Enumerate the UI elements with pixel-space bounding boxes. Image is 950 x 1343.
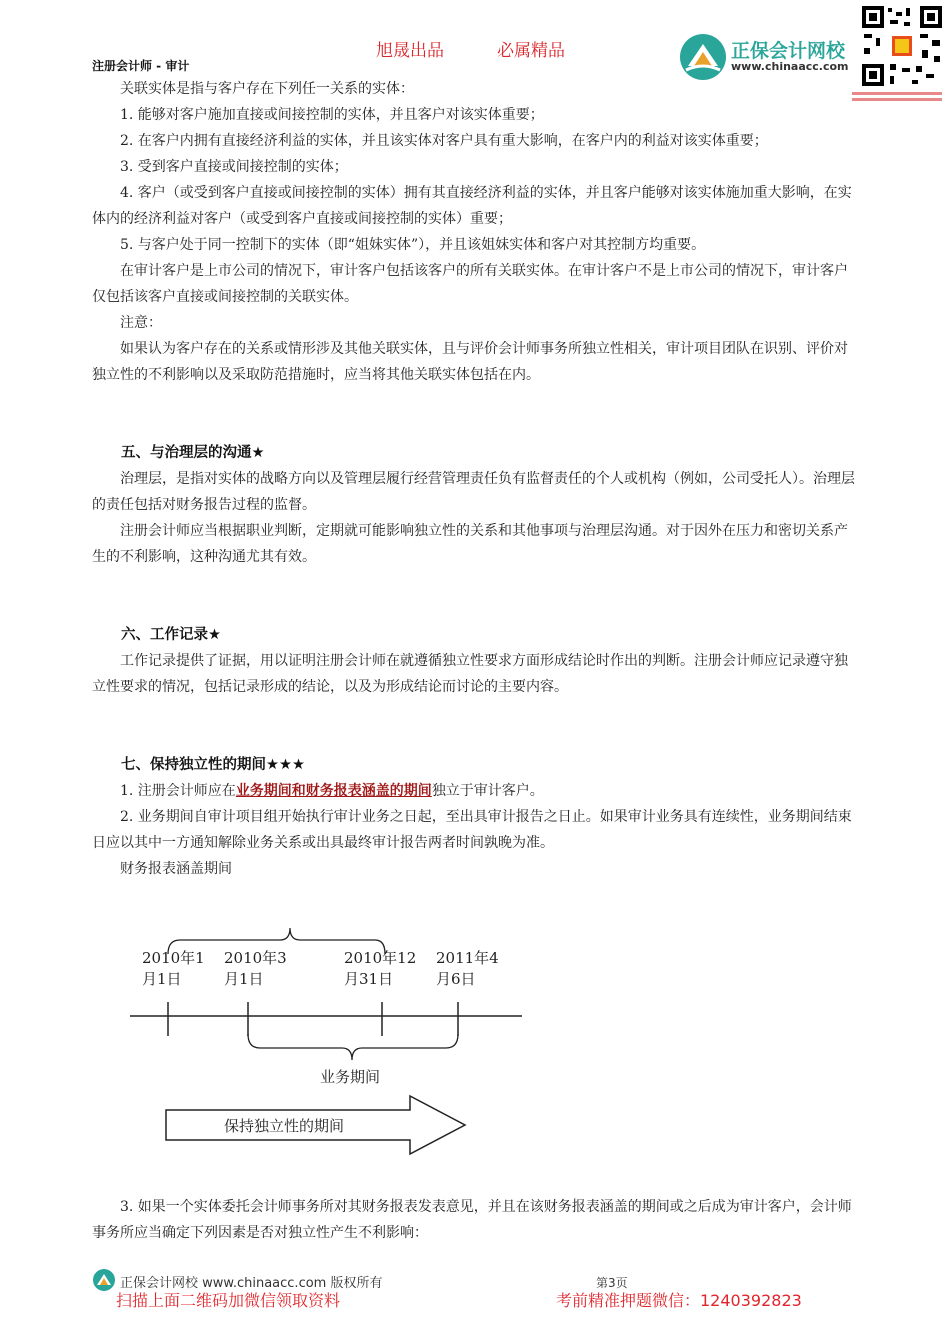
- chinaacc-logo-icon: [678, 32, 728, 82]
- banner-left: 旭晟出品: [376, 41, 444, 61]
- independence-period-label: 保持独立性的期间: [224, 1117, 345, 1135]
- banner-right: 必属精品: [497, 41, 565, 61]
- section-7-item-1-highlight: 业务期间和财务报表涵盖的期间: [235, 783, 432, 799]
- date-label-1-line2: 月1日: [142, 970, 182, 988]
- page-body: [92, 76, 856, 882]
- listed-client-paragraph: 在审计客户是上市公司的情况下，审计客户包括该客户的所有关联实体。在审计客户不是上市公司的情况下，审计客户仅包括该客户直接或间接控制的关联实体。: [92, 263, 848, 305]
- footer-wechat-resources: 扫描上面二维码加微信领取资料: [116, 1291, 341, 1310]
- section-5-paragraph-1: 治理层，是指对实体的战略方向以及管理层履行经营管理责任负有监督责任的个人或机构（例如，公司受托人）。治理层的责任包括对财务报告过程的监督。: [92, 471, 855, 513]
- section-7-item-1-post: 独立于审计客户。: [431, 783, 544, 799]
- logo-url: www.chinaacc.com: [731, 60, 849, 73]
- logo-name: 正保会计网校: [731, 40, 846, 62]
- footer-wechat-contact: 考前精准押题微信：1240392823: [556, 1291, 802, 1310]
- related-entity-item-2: 2. 在客户内拥有直接经济利益的实体，并且该实体对客户具有重大影响，在客户内的利益对该实体重要；: [120, 133, 768, 149]
- date-label-2-line1: 2010年3: [224, 949, 287, 967]
- section-6-paragraph-1: 工作记录提供了证据，用以证明注册会计师在就遵循独立性要求方面形成结论时作出的判断。注册会计师应记录遵守独立性要求的情况，包括记录形成的结论，以及为形成结论而讨论的主要内容。: [92, 653, 848, 695]
- section-6-title: 六、工作记录★: [121, 627, 221, 643]
- business-period-label: 业务期间: [320, 1068, 381, 1086]
- date-label-1-line1: 2010年1: [142, 949, 205, 967]
- section-7-item-1: [92, 778, 856, 804]
- note-label: 注意：: [120, 315, 162, 331]
- note-text: 如果认为客户存在的关系或情形涉及其他关联实体，且与评价会计师事务所独立性相关，审计项目团队在识别、评价对独立性的不利影响以及采取防范措施时，应当将其他关联实体包括在内。: [92, 341, 848, 383]
- footer-logo-icon: [92, 1268, 116, 1292]
- date-label-4-line2: 月6日: [436, 970, 476, 988]
- section-7-item-1-pre: 1. 注册会计师应在: [120, 783, 236, 799]
- qr-caption-decoration: [852, 90, 944, 102]
- intro-text: 关联实体是指与客户存在下列任一关系的实体：: [120, 81, 414, 97]
- related-entity-item-1: 1. 能够对客户施加直接或间接控制的实体，并且客户对该实体重要；: [120, 107, 544, 123]
- footer-page-number: 第3页: [596, 1276, 628, 1290]
- date-label-2-line2: 月1日: [224, 970, 264, 988]
- doc-title: 注册会计师 - 审计: [92, 59, 190, 73]
- date-label-3-line1: 2010年12: [344, 949, 417, 967]
- qr-code-icon: [860, 4, 944, 88]
- related-entity-item-4: 4. 客户（或受到客户直接或间接控制的实体）拥有其直接经济利益的实体，并且客户能够对该实体施加重大影响，在实体内的经济利益对客户（或受到客户直接或间接控制的实体）重要；: [92, 185, 852, 227]
- business-period-brace: [248, 1034, 458, 1060]
- related-entity-item-3: 3. 受到客户直接或间接控制的实体；: [120, 159, 348, 175]
- independence-timeline-diagram: [120, 910, 540, 1160]
- date-label-4-line1: 2011年4: [436, 949, 499, 967]
- section-7-item-2: 2. 业务期间自审计项目组开始执行审计业务之日起，至出具审计报告之日止。如果审计业务具有连续性，业务期间结束日应以其中一方通知解除业务关系或出具最终审计报告两者时间孰晚为准。: [92, 809, 852, 851]
- date-label-3-line2: 月31日: [344, 970, 394, 988]
- section-7-item-3: 3. 如果一个实体委托会计师事务所对其财务报表发表意见，并且在该财务报表涵盖的期间或之后成为审计客户，会计师事务所应当确定下列因素是否对独立性产生不利影响：: [92, 1199, 852, 1241]
- section-5-paragraph-2: 注册会计师应当根据职业判断，定期就可能影响独立性的关系和其他事项与治理层沟通。对于因外在压力和密切关系产生的不利影响，这种沟通尤其有效。: [92, 523, 848, 565]
- cover-period-label: 财务报表涵盖期间: [120, 861, 232, 877]
- section-7-item-3-block: [92, 1194, 856, 1246]
- section-7-title: 七、保持独立性的期间★★★: [121, 757, 305, 773]
- footer-brand: 正保会计网校 www.chinaacc.com 版权所有: [120, 1276, 383, 1291]
- related-entity-item-5: 5. 与客户处于同一控制下的实体（即“姐妹实体”），并且该姐妹实体和客户对其控制方均重要。: [120, 237, 706, 253]
- section-5-title: 五、与治理层的沟通★: [121, 445, 265, 461]
